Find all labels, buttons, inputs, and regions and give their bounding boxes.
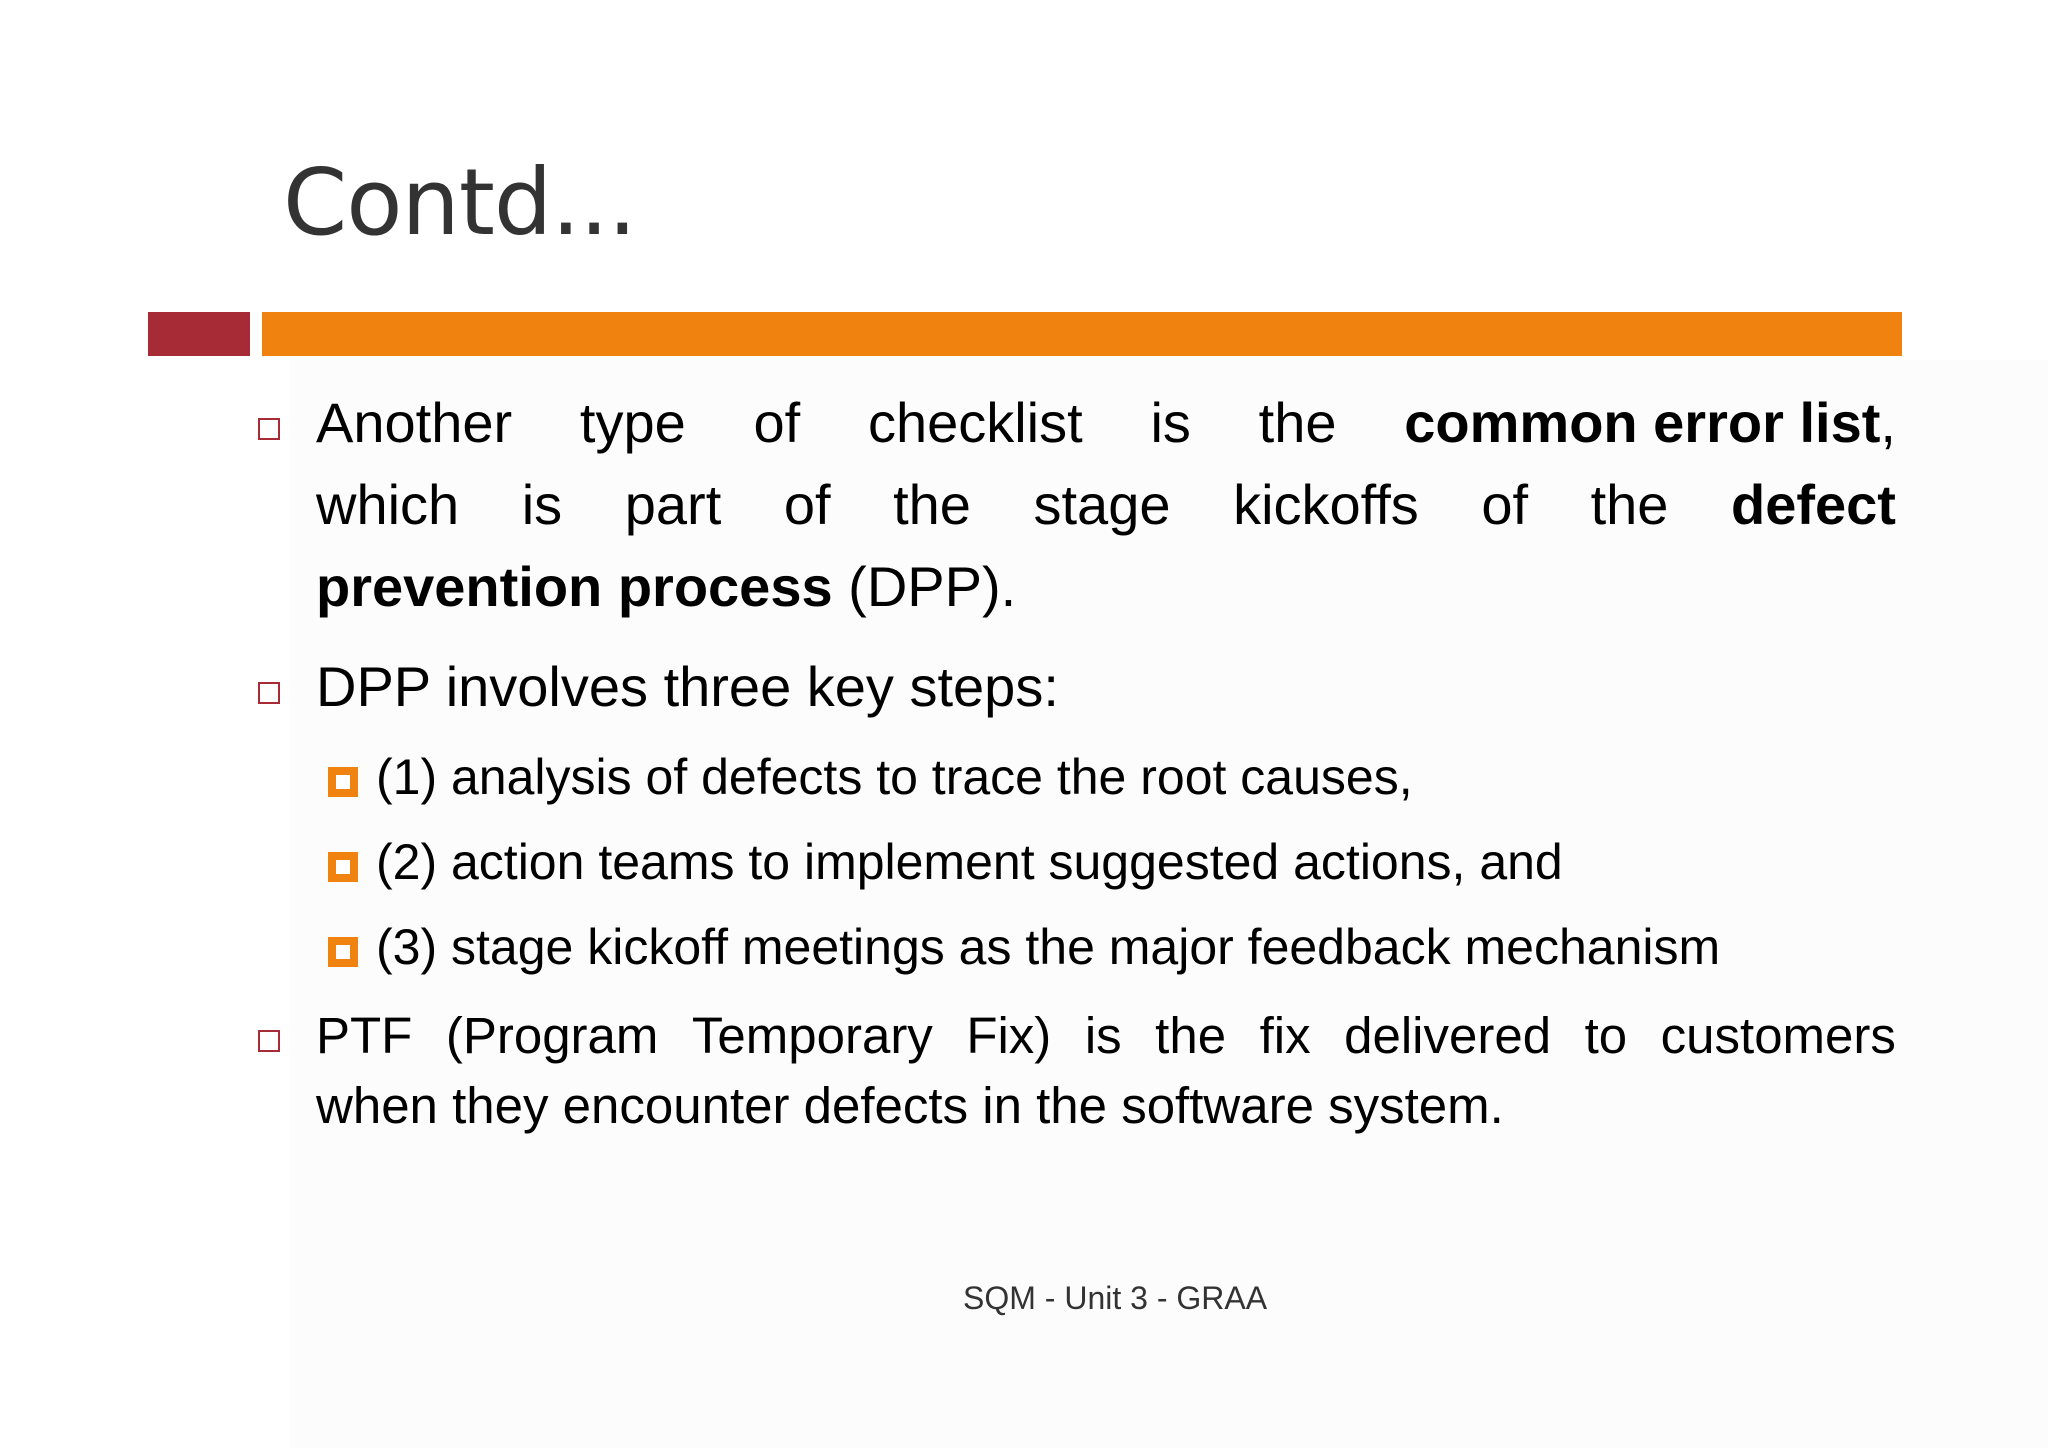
word: the bbox=[1590, 473, 1669, 536]
word: is bbox=[1150, 391, 1191, 454]
word: delivered bbox=[1344, 1007, 1552, 1064]
word: part bbox=[624, 473, 722, 536]
word: of bbox=[783, 473, 831, 536]
punctuation: , bbox=[1880, 391, 1896, 454]
word: of bbox=[753, 391, 801, 454]
word: to bbox=[1584, 1007, 1628, 1064]
orange-square-bullet-icon bbox=[328, 937, 358, 967]
bullet-2-text: DPP involves three key steps: bbox=[316, 655, 1059, 718]
word: fix bbox=[1259, 1007, 1311, 1064]
word: (Program bbox=[445, 1007, 659, 1064]
word: the bbox=[1155, 1007, 1227, 1064]
word: PTF bbox=[316, 1007, 413, 1064]
word: Temporary bbox=[691, 1007, 933, 1064]
bold-phrase-common-error-list bbox=[1404, 390, 1896, 455]
bullet-1-line-1 bbox=[316, 390, 1896, 455]
dpp-abbrev: (DPP). bbox=[832, 555, 1017, 618]
word: checklist bbox=[867, 391, 1083, 454]
word: of bbox=[1481, 473, 1529, 536]
square-bullet-icon bbox=[258, 418, 280, 440]
slide-title: Contd... bbox=[283, 149, 637, 256]
word: Another bbox=[316, 391, 513, 454]
bullet-1-line-2 bbox=[316, 472, 1896, 537]
word: type bbox=[579, 391, 686, 454]
word: the bbox=[893, 473, 971, 536]
bullet-3-line-2: when they encounter defects in the software system. bbox=[316, 1077, 1504, 1134]
word: kickoffs bbox=[1233, 473, 1419, 536]
bold-text-defect: defect bbox=[1731, 473, 1896, 536]
sub-item-3: (3) stage kickoff meetings as the major feedback mechanism bbox=[376, 919, 1721, 975]
bold-text: common error list bbox=[1404, 391, 1881, 454]
word: is bbox=[1084, 1007, 1122, 1064]
square-bullet-icon bbox=[258, 682, 280, 704]
bold-text-prevention-process: prevention process bbox=[316, 555, 833, 618]
square-bullet-icon bbox=[258, 1030, 280, 1052]
word: stage bbox=[1033, 473, 1171, 536]
word: Fix) bbox=[966, 1007, 1052, 1064]
word: the bbox=[1258, 391, 1337, 454]
bullet-3-line-1 bbox=[316, 1006, 1896, 1065]
word: customers bbox=[1660, 1007, 1896, 1064]
orange-square-bullet-icon bbox=[328, 852, 358, 882]
word: is bbox=[521, 473, 563, 536]
sub-item-1: (1) analysis of defects to trace the root causes, bbox=[376, 749, 1413, 805]
bullet-1-line-3 bbox=[316, 554, 1016, 619]
orange-square-bullet-icon bbox=[328, 767, 358, 797]
slide-footer: SQM - Unit 3 - GRAA bbox=[963, 1280, 1268, 1316]
word: which bbox=[316, 473, 460, 536]
sub-item-2: (2) action teams to implement suggested actions, and bbox=[376, 834, 1563, 890]
